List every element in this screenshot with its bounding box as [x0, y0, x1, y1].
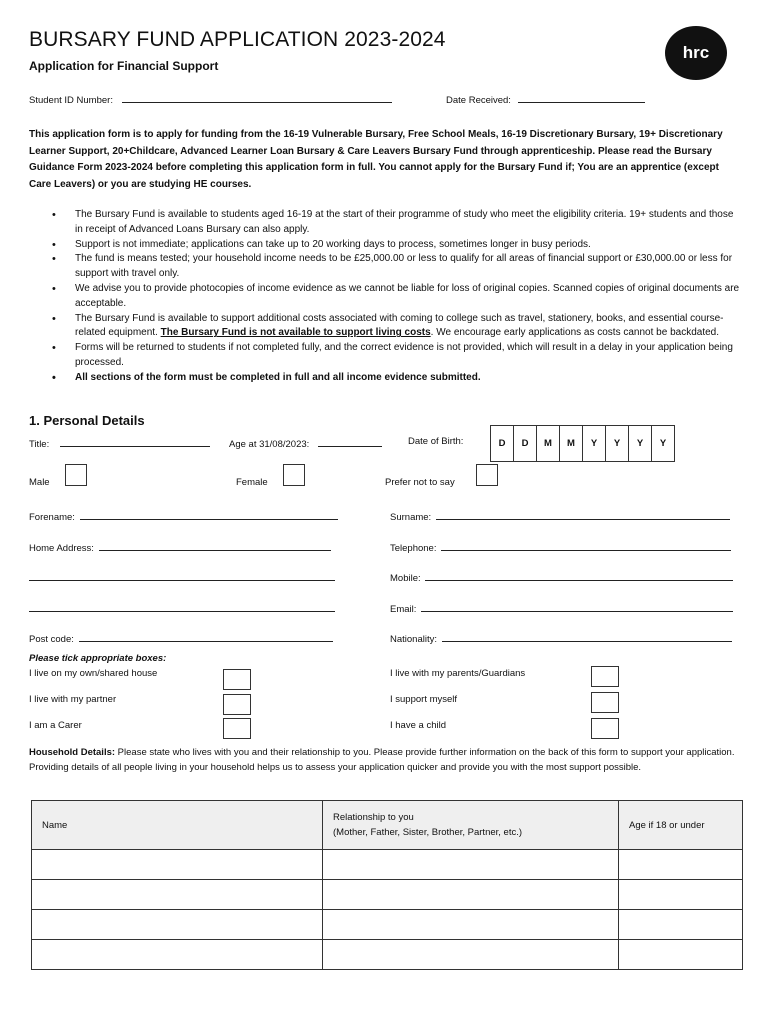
list-item: • Forms will be returned to students if not completed fully, and the correct evidence is not provided, which will result in a delay in your application being processed. — [50, 341, 740, 371]
age-field[interactable] — [318, 436, 382, 447]
postcode-label: Post code: — [29, 634, 74, 645]
relationship-cell[interactable] — [323, 940, 619, 970]
list-item — [50, 312, 740, 342]
postcode-row — [29, 631, 333, 645]
email-label: Email: — [390, 604, 417, 615]
relationship-cell[interactable] — [323, 880, 619, 910]
prefer-not-label: Prefer not to say — [385, 477, 455, 488]
table-row — [32, 850, 743, 880]
dob-cell[interactable]: M — [537, 426, 560, 461]
postcode-field[interactable] — [79, 631, 333, 642]
home-address-row — [29, 540, 331, 554]
home-address-label: Home Address: — [29, 543, 94, 554]
list-item: • Support is not immediate; applications can take up to 20 working days to process, sometimes longer in busy periods. — [50, 238, 740, 253]
date-received-row — [446, 92, 645, 106]
carer-label: I am a Carer — [29, 720, 82, 731]
living-costs-pre: The Bursary Fund is available to support additional costs associated with coming to college such as travel, stationery, books, and essential course-related equipment. — [75, 312, 724, 339]
list-item: • The fund is means tested; your household income needs to be £25,000.00 or less to qualify for all areas of financial support or £30,000.00 or less for support with travel only. — [50, 252, 740, 282]
telephone-row — [390, 540, 731, 554]
logo-text: hrc — [682, 43, 710, 62]
dob-label: Date of Birth: — [408, 436, 464, 447]
partner-checkbox[interactable] — [223, 694, 251, 715]
dob-cell[interactable]: Y — [606, 426, 629, 461]
col-age-header: Age if 18 or under — [619, 801, 743, 850]
household-details-body: Please state who lives with you and their relationship to you. Please provide further information on the back of this form to support your application. Providing details of all people living in your household helps us to assess your application quicker and provide you with the most support possible. — [29, 747, 735, 773]
dob-cell[interactable]: M — [560, 426, 583, 461]
form-subtitle: Application for Financial Support — [29, 59, 219, 73]
child-checkbox[interactable] — [591, 718, 619, 739]
living-costs-warning: The Bursary Fund is not available to support living costs — [160, 327, 431, 339]
nationality-field[interactable] — [442, 631, 732, 642]
mobile-label: Mobile: — [390, 573, 421, 584]
dob-cell[interactable]: Y — [629, 426, 652, 461]
tick-heading: Please tick appropriate boxes: — [29, 653, 167, 664]
dob-cell[interactable]: D — [491, 426, 514, 461]
own-house-checkbox[interactable] — [223, 669, 251, 690]
student-id-label: Student ID Number: — [29, 95, 113, 106]
age-cell[interactable] — [619, 850, 743, 880]
form-title: BURSARY FUND APPLICATION 2023-2024 — [29, 28, 446, 51]
dob-cell[interactable]: D — [514, 426, 537, 461]
hrc-logo — [665, 26, 727, 80]
title-row — [29, 436, 210, 450]
list-item: • The Bursary Fund is available to students aged 16-19 at the start of their programme of study who meet the eligibility criteria. 19+ students and those in receipt of Advanced Loans Bursary can also apply. — [50, 208, 740, 238]
surname-row — [390, 509, 730, 523]
dob-boxes[interactable] — [490, 425, 675, 462]
age-label: Age at 31/08/2023: — [229, 439, 310, 450]
age-cell[interactable] — [619, 940, 743, 970]
surname-field[interactable] — [436, 509, 730, 520]
child-label: I have a child — [390, 720, 446, 731]
relationship-cell[interactable] — [323, 910, 619, 940]
student-id-field[interactable] — [122, 92, 392, 103]
intro-paragraph: This application form is to apply for funding from the 16-19 Vulnerable Bursary, Free School Meals, 16-19 Discretionary Bursary, 19+ Discretionary Learner Support, 20+Childcare, Advanced Learner Loan Bursary & Care Leavers Bursary Fund through apprenticeship. Please read the Bursary Guidance Form 2023-2024 before completing this application form in full. You cannot apply for the Bursary Fund if; You are an apprentice (except Care Leavers) or you are studying HE courses. — [29, 129, 723, 190]
title-label: Title: — [29, 439, 50, 450]
email-row — [390, 601, 733, 615]
age-cell[interactable] — [619, 880, 743, 910]
list-item: • All sections of the form must be completed in full and all income evidence submitted. — [50, 371, 740, 386]
support-myself-checkbox[interactable] — [591, 692, 619, 713]
guidance-list — [50, 208, 740, 386]
table-row — [32, 940, 743, 970]
col-relationship-examples: (Mother, Father, Sister, Brother, Partner, etc.) — [333, 827, 523, 838]
household-details-label: Household Details: — [29, 747, 116, 758]
col-name-header: Name — [32, 801, 323, 850]
nationality-row — [390, 631, 732, 645]
dob-cell[interactable]: Y — [659, 438, 667, 449]
col-relationship-header — [323, 801, 619, 850]
parents-checkbox[interactable] — [591, 666, 619, 687]
parents-label: I live with my parents/Guardians — [390, 668, 526, 679]
nationality-label: Nationality: — [390, 634, 437, 645]
age-row — [229, 436, 382, 450]
support-myself-label: I support myself — [390, 694, 458, 705]
male-label: Male — [29, 477, 50, 488]
date-received-field[interactable] — [518, 92, 645, 103]
household-table — [31, 800, 743, 970]
age-cell[interactable] — [619, 910, 743, 940]
relationship-cell[interactable] — [323, 850, 619, 880]
prefer-not-checkbox[interactable] — [476, 464, 498, 486]
student-id-row — [29, 92, 392, 106]
partner-label: I live with my partner — [29, 694, 117, 705]
forename-row — [29, 509, 338, 523]
col-relationship-title: Relationship to you — [333, 812, 414, 823]
table-header-row — [32, 801, 743, 850]
address-line-3[interactable] — [29, 602, 335, 612]
mobile-row — [390, 570, 733, 584]
date-received-label: Date Received: — [446, 95, 511, 106]
female-label: Female — [236, 477, 268, 488]
table-row — [32, 880, 743, 910]
name-cell[interactable] — [32, 880, 323, 910]
female-checkbox[interactable] — [283, 464, 305, 486]
forename-label: Forename: — [29, 512, 75, 523]
carer-checkbox[interactable] — [223, 718, 251, 739]
home-address-field[interactable] — [99, 540, 331, 551]
household-details-text — [29, 745, 744, 775]
name-cell[interactable] — [32, 850, 323, 880]
living-costs-post: . We encourage early applications as costs cannot be backdated. — [430, 327, 719, 339]
personal-details-heading: 1. Personal Details — [29, 413, 145, 428]
email-field[interactable] — [421, 601, 733, 612]
surname-label: Surname: — [390, 512, 432, 523]
name-cell[interactable] — [32, 940, 323, 970]
dob-cell[interactable]: Y — [583, 426, 606, 461]
forename-field[interactable] — [80, 509, 338, 520]
name-cell[interactable] — [32, 910, 323, 940]
male-checkbox[interactable] — [65, 464, 87, 486]
telephone-field[interactable] — [441, 540, 731, 551]
address-line-2[interactable] — [29, 571, 335, 581]
table-row — [32, 910, 743, 940]
own-house-label: I live on my own/shared house — [29, 668, 158, 679]
mobile-field[interactable] — [425, 570, 733, 581]
list-item: • We advise you to provide photocopies of income evidence as we cannot be liable for loss of original copies. Scanned copies of original documents are acceptable. — [50, 282, 740, 312]
telephone-label: Telephone: — [390, 543, 437, 554]
title-field[interactable] — [60, 436, 210, 447]
